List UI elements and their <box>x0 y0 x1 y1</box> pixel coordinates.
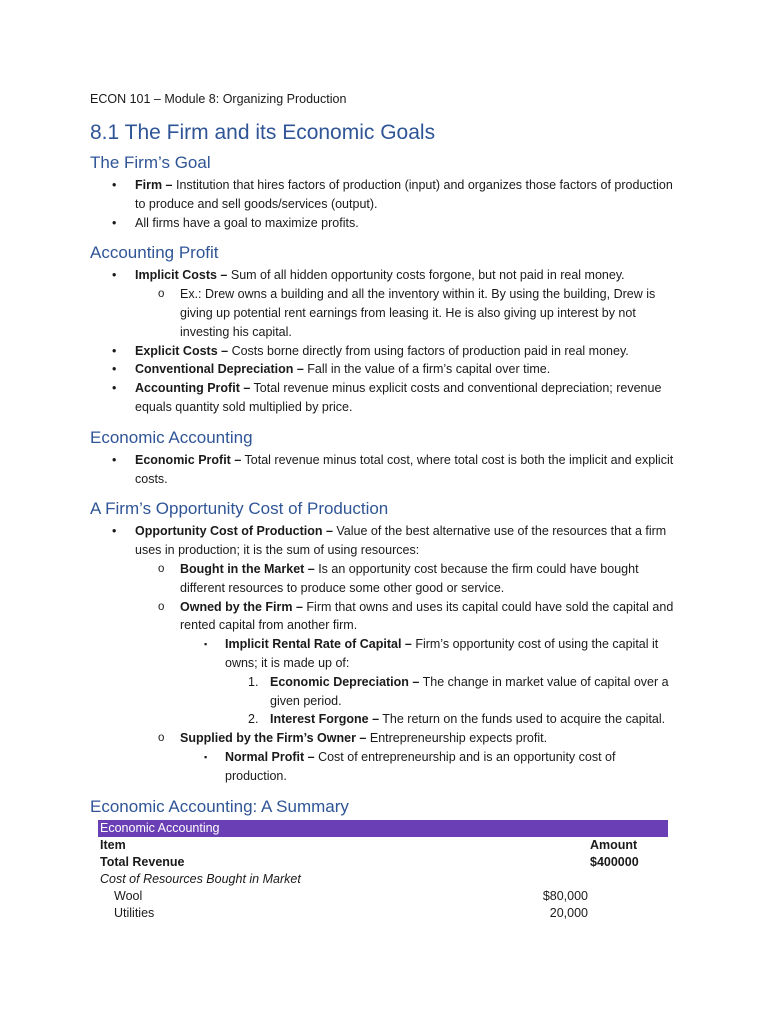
table-row <box>98 905 668 922</box>
bullet-icon: • <box>112 362 117 377</box>
section-heading-firms-goal: The Firm’s Goal <box>90 153 211 172</box>
column-header-item: Item <box>100 837 126 852</box>
circle-bullet-icon: o <box>158 600 165 613</box>
table-cell-empty <box>492 837 588 854</box>
row-label-utilities: Utilities <box>114 905 155 920</box>
definition: Firm’s opportunity cost of using the capital it owns; it is made up of: <box>225 637 659 670</box>
bullet-icon: • <box>112 452 117 467</box>
definition: Cost of entrepreneurship and is an opportunity cost of production. <box>225 749 616 783</box>
term: Economic Profit – <box>135 452 242 467</box>
list-item <box>90 598 680 636</box>
document-page <box>90 92 680 922</box>
utilities-value: 20,000 <box>549 905 588 920</box>
bullet-icon: • <box>112 178 117 192</box>
row-label-total-revenue: Total Revenue <box>100 854 185 869</box>
definition: Fall in the value of a firm’s capital over time. <box>303 362 551 377</box>
definition: All firms have a goal to maximize profits. <box>135 215 359 230</box>
term: Implicit Rental Rate of Capital – <box>225 637 412 652</box>
definition: Entrepreneurship expects profit. <box>366 731 548 746</box>
bullet-icon: • <box>112 381 117 396</box>
list-item <box>90 748 680 786</box>
opportunity-cost-list <box>90 522 680 785</box>
definition: Costs borne directly from using factors of production paid in real money. <box>228 343 629 358</box>
accounting-profit-list <box>90 266 680 416</box>
term: Supplied by the Firm’s Owner – <box>180 731 367 746</box>
list-item <box>90 673 680 711</box>
circle-bullet-icon: o <box>158 732 165 745</box>
list-item <box>90 635 680 673</box>
circle-bullet-icon: o <box>158 562 165 575</box>
section-heading-summary: Economic Accounting: A Summary <box>90 796 349 816</box>
bullet-icon: • <box>112 524 117 539</box>
bullet-icon: • <box>112 215 117 230</box>
table-row <box>98 888 668 905</box>
definition: Institution that hires factors of production (input) and organizes those factors of production to produce and sell goods/services (output). <box>135 178 673 211</box>
list-item <box>90 729 680 748</box>
list-item <box>90 710 680 729</box>
total-revenue-value: $400000 <box>590 854 639 869</box>
table-cell-empty <box>588 888 668 905</box>
list-number: 2. <box>248 712 259 727</box>
row-label-wool: Wool <box>114 888 143 903</box>
table-cell-empty <box>588 905 668 922</box>
table-header-row <box>98 837 668 854</box>
term: Normal Profit – <box>225 749 315 764</box>
section-heading-economic-accounting: Economic Accounting <box>90 427 253 447</box>
page-title: 8.1 The Firm and its Economic Goals <box>90 121 436 144</box>
list-item <box>90 451 680 489</box>
term: Conventional Depreciation – <box>135 362 304 377</box>
table-title-row <box>98 820 668 837</box>
term: Owned by the Firm – <box>180 599 303 614</box>
list-item <box>90 522 680 560</box>
row-label-bought-in-market: Cost of Resources Bought in Market <box>100 871 301 886</box>
term: Bought in the Market – <box>180 561 315 576</box>
table-row <box>98 854 668 871</box>
definition: The change in market value of capital over a given period. <box>270 674 669 708</box>
economic-accounting-list <box>90 451 680 489</box>
term: Opportunity Cost of Production – <box>135 524 333 539</box>
circle-bullet-icon: o <box>158 288 165 301</box>
square-bullet-icon: ▪ <box>204 751 208 762</box>
term: Firm – <box>135 178 173 192</box>
firms-goal-list <box>90 176 680 232</box>
square-bullet-icon: ▪ <box>204 639 208 650</box>
section-heading-opportunity-cost: A Firm’s Opportunity Cost of Production <box>90 499 389 519</box>
table-cell-empty <box>588 871 668 888</box>
definition: Value of the best alternative use of the resources that a firm uses in production; it is the sum of using resources: <box>135 524 667 558</box>
column-header-amount: Amount <box>590 837 638 852</box>
list-item <box>90 342 680 361</box>
list-item <box>90 379 680 417</box>
table-cell-empty <box>492 854 588 871</box>
list-item <box>90 266 680 285</box>
wool-value: $80,000 <box>542 888 588 903</box>
term: Implicit Costs – <box>135 268 228 283</box>
section-heading-accounting-profit: Accounting Profit <box>90 243 219 263</box>
table-cell-empty <box>492 871 588 888</box>
definition: Firm that owns and uses its capital could have sold the capital and rented capital from another firm. <box>180 599 674 633</box>
bullet-icon: • <box>112 343 117 358</box>
definition: Is an opportunity cost because the firm could have bought different resources to produce some other good or service. <box>180 561 639 595</box>
example-text: Ex.: Drew owns a building and all the inventory within it. By using the building, Drew is giving up potential rent earnings from leasing it. He is also giving up interest by not investing his capital. <box>180 287 656 339</box>
list-item <box>90 560 680 598</box>
definition: Total revenue minus total cost, where total cost is both the implicit and explicit costs. <box>135 452 674 486</box>
bullet-icon: • <box>112 268 117 283</box>
list-item <box>90 176 680 214</box>
list-item <box>90 214 680 233</box>
course-header: ECON 101 – Module 8: Organizing Production <box>90 92 347 106</box>
definition: Sum of all hidden opportunity costs forgone, but not paid in real money. <box>227 268 625 283</box>
definition: The return on the funds used to acquire the capital. <box>379 712 666 727</box>
table-row <box>98 871 668 888</box>
term: Interest Forgone – <box>270 712 380 727</box>
economic-accounting-table <box>98 820 668 922</box>
list-item <box>90 285 680 341</box>
table-title: Economic Accounting <box>98 820 668 837</box>
term: Explicit Costs – <box>135 343 229 358</box>
definition: Total revenue minus explicit costs and conventional depreciation; revenue equals quantity sold multiplied by price. <box>135 381 662 414</box>
list-item <box>90 360 680 379</box>
term: Economic Depreciation – <box>270 674 420 689</box>
list-number: 1. <box>248 674 259 689</box>
term: Accounting Profit – <box>135 381 251 396</box>
